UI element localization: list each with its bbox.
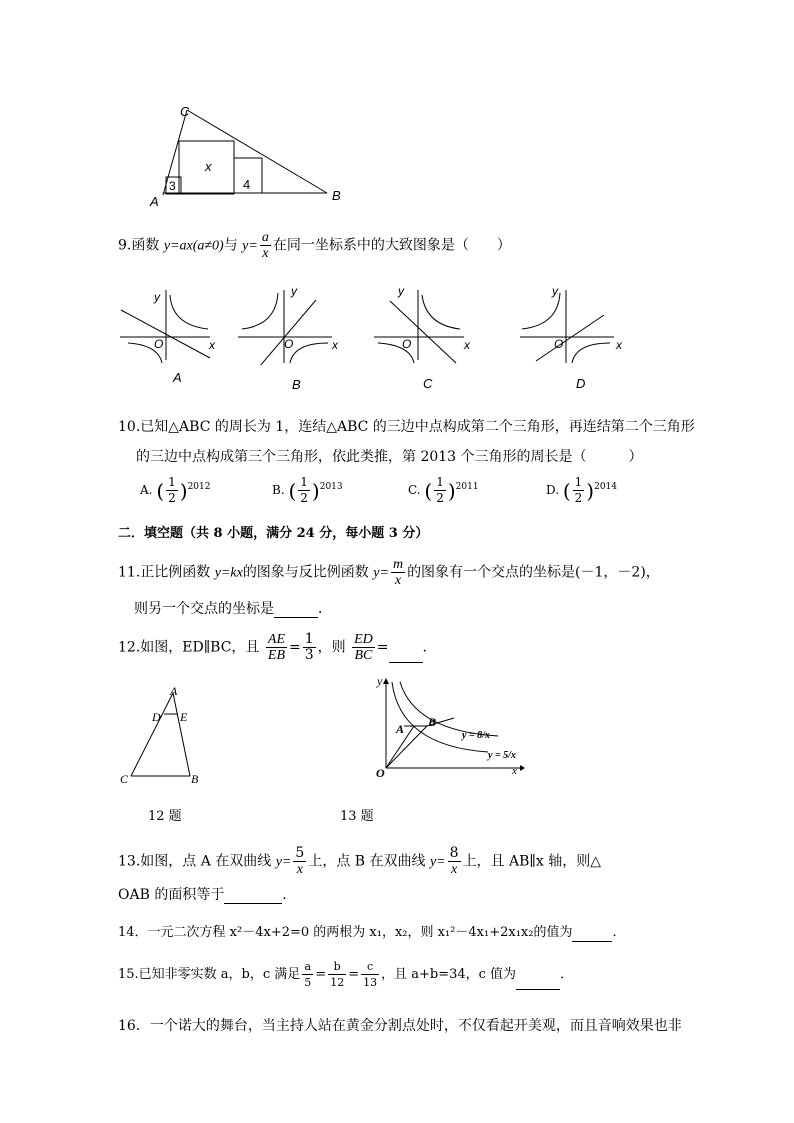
- graph-b-y: y: [291, 284, 297, 298]
- graph-d-letter: D: [576, 376, 586, 391]
- question-11: 11.正比例函数 y=kx的图象与反比例函数 y= $\frac{m}{x}$ 的图象有一个交点的坐标是(－1，－2)，: [118, 557, 660, 588]
- question-12: 12.如图，ED∥BC，且 $\frac{AE}{EB}$ = $\frac{1}{3}$ ，则 $\frac{ED}{BC}$ = ．: [118, 631, 437, 663]
- q9-y: y=: [242, 238, 258, 254]
- question-10-line1: 10.已知△ABC 的周长为 1，连结△ABC 的三边中点构成第二个三角形，再连结第二个三角形: [118, 419, 695, 435]
- graph-b-o: O: [284, 337, 294, 351]
- graph-c-x: x: [464, 338, 470, 352]
- label-a: A: [150, 194, 159, 209]
- graph-b-x: x: [332, 338, 338, 352]
- q10-option-d: D. ( $\frac{1}{2}$ )$^{2014}$: [546, 475, 618, 505]
- graph-a-letter: A: [173, 370, 182, 385]
- fig12-label-b: B: [191, 772, 199, 786]
- question-9: [118, 230, 511, 261]
- q14-answer-blank[interactable]: [572, 927, 612, 942]
- q9-prefix: 9.函数: [118, 237, 164, 254]
- question-14: 14．一元二次方程 x²－4x+2=0 的两根为 x₁，x₂，则 x₁²－4x₁+2x₁x₂的值为 ．: [118, 925, 626, 940]
- fig12-label-e: E: [180, 710, 188, 724]
- label-3: 3: [169, 179, 176, 193]
- fig13-label-a: A: [396, 722, 405, 736]
- fig12-caption: 12 题: [148, 809, 182, 824]
- fig12-label-a: A: [170, 684, 178, 698]
- q9-formula: y=ax(a≠0): [163, 238, 224, 254]
- figure-q13-hyperbolas: [370, 676, 525, 782]
- fig13-label-b: B: [428, 715, 437, 729]
- graph-d-y: y: [552, 284, 558, 298]
- graph-a-x: x: [209, 338, 215, 352]
- fig13-curve-label-5: y = 5/x: [488, 750, 516, 761]
- question-15: 15.已知非零实数 a，b，c 满足 $\frac{a}{5}$ = $\frac{b}{12}$ = $\frac{c}{13}$ ，且 a+b=34，c 值为 ．: [118, 960, 574, 989]
- graph-c-y: y: [398, 284, 404, 298]
- graph-b-letter: B: [292, 377, 301, 392]
- section-2-heading: 二．填空题（共 8 小题，满分 24 分，每小题 3 分）: [118, 526, 429, 541]
- fig13-label-o: O: [376, 766, 385, 780]
- question-11-line2: 则另一个交点的坐标是 ．: [134, 601, 332, 617]
- q11-answer-blank[interactable]: [274, 603, 318, 618]
- q9-suffix: 在同一坐标系中的大致图象是（ ）: [272, 237, 511, 254]
- graph-a-o: O: [154, 337, 164, 351]
- q12-answer-blank[interactable]: [389, 648, 423, 663]
- fig13-label-x: x: [512, 765, 517, 777]
- graph-c-letter: C: [423, 376, 433, 391]
- graph-d-o: O: [554, 337, 564, 351]
- graph-d-x: x: [616, 338, 622, 352]
- question-10-line2: 的三边中点构成第三个三角形，依此类推，第 2013 个三角形的周长是（ ）: [136, 449, 643, 465]
- q10-option-a: A. ( $\frac{1}{2}$ )$^{2012}$: [140, 475, 211, 505]
- question-13-line2: OAB 的面积等于 ．: [118, 887, 297, 903]
- q15-answer-blank[interactable]: [516, 975, 560, 990]
- figure-q8-triangle: [145, 105, 355, 210]
- fig13-caption: 13 题: [340, 809, 374, 824]
- graph-a-y: y: [154, 290, 160, 304]
- figure-q12-triangle: [125, 688, 205, 783]
- graph-a: [118, 285, 228, 365]
- label-4: 4: [243, 177, 251, 192]
- graph-c: [372, 285, 482, 365]
- question-13: 13.如图，点 A 在双曲线 y= $\frac{5}{x}$ 上，点 B 在双曲线 y= $\frac{8}{x}$ 上，且 AB∥x 轴，则△: [118, 845, 601, 877]
- fig13-curve-label-8: y = 8/x: [462, 730, 490, 741]
- question-16: 16．一个诺大的舞台，当主持人站在黄金分割点处时，不仅看起开美观，而且音响效果也非: [118, 1018, 682, 1034]
- fig13-label-y: y: [377, 674, 383, 688]
- label-x: x: [205, 159, 212, 174]
- q13-answer-blank[interactable]: [224, 889, 282, 904]
- label-c: C: [180, 104, 190, 119]
- q10-option-b: B. ( $\frac{1}{2}$ )$^{2013}$: [272, 475, 343, 505]
- graph-d: [518, 285, 628, 365]
- q10-option-c: C. ( $\frac{1}{2}$ )$^{2011}$: [408, 475, 479, 505]
- fig12-label-d: D: [152, 710, 161, 724]
- q9-mid: 与: [223, 237, 243, 254]
- q9-fraction: $\frac{a}{x}$: [261, 230, 269, 261]
- fig12-label-c: C: [120, 772, 129, 786]
- label-b: B: [332, 188, 341, 203]
- graph-c-o: O: [402, 337, 412, 351]
